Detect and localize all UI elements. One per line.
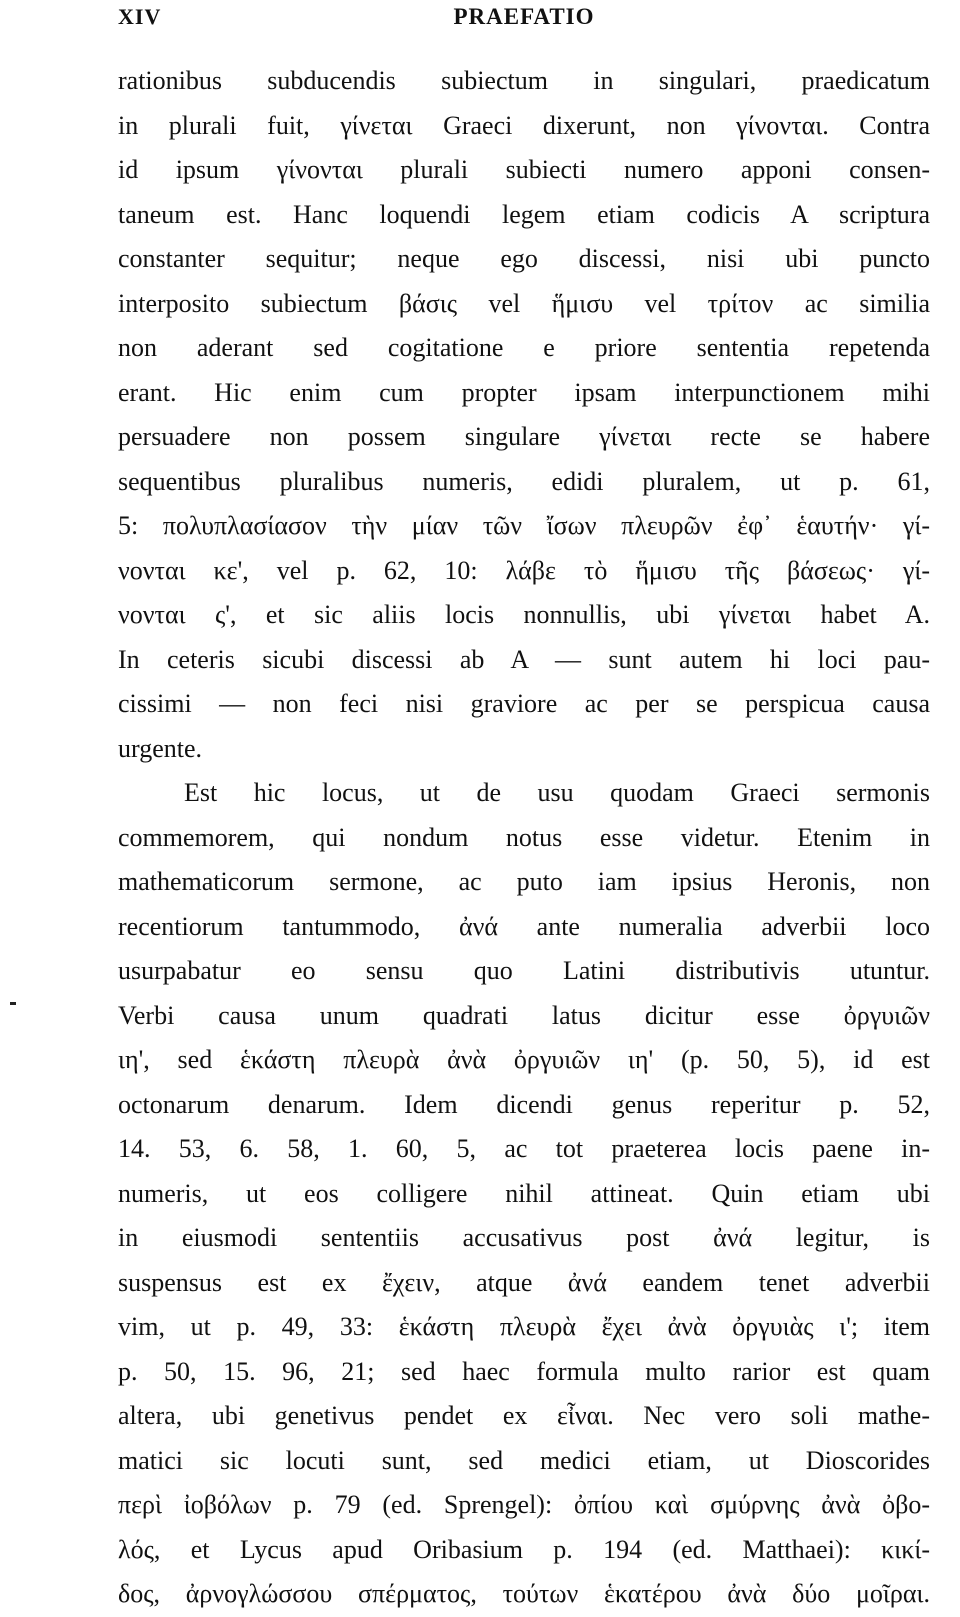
text-line: 5: πολυπλασίασον τὴν μίαν τῶν ἴσων πλευρῶν ἐφ᾽ ἑαυτήν· γί- — [118, 511, 930, 540]
running-title: PRAEFATIO — [453, 4, 595, 29]
text-line: mathematicorum sermone, ac puto iam ipsius Heronis, non — [118, 867, 930, 896]
text-line: urgente. — [118, 733, 202, 763]
text-line: numeris, ut eos colligere nihil attineat. Quin etiam ubi — [118, 1178, 930, 1208]
running-header — [118, 4, 930, 38]
text-line: usurpabatur eo sensu quo Latini distributivis utuntur. — [118, 956, 930, 985]
text-line: vim, ut p. 49, 33: ἑκάστη πλευρὰ ἔχει ἀνὰ ὀργυιὰς ι'; item — [118, 1312, 930, 1341]
margin-mark — [10, 1002, 16, 1005]
text-line: octonarum denarum. Idem dicendi genus reperitur p. 52, — [118, 1089, 930, 1119]
text-line: ιη', sed ἑκάστη πλευρὰ ἀνὰ ὀργυιῶν ιη' (p. 50, 5), id est — [118, 1045, 930, 1074]
text-line: constanter sequitur; neque ego discessi, nisi ubi puncto — [118, 244, 930, 273]
body-text — [118, 59, 930, 1617]
text-line: Verbi causa unum quadrati latus dicitur esse ὀργυιῶν — [118, 1000, 930, 1030]
page-number: XIV — [118, 4, 162, 29]
text-line: rationibus subducendis subiectum in singulari, praedicatum — [118, 66, 930, 95]
text-line: non aderant sed cogitatione e priore sententia repetenda — [118, 333, 930, 362]
text-line: sequentibus pluralibus numeris, edidi pluralem, ut p. 61, — [118, 466, 930, 496]
text-line: in plurali fuit, γίνεται Graeci dixerunt, non γίνονται. Contra — [118, 110, 930, 140]
text-line: interposito subiectum βάσις vel ἥμισυ vel τρίτον ac similia — [118, 288, 930, 318]
text-line: taneum est. Hanc loquendi legem etiam codicis A scriptura — [118, 199, 930, 229]
text-line: commemorem, qui nondum notus esse videtur. Etenim in — [118, 822, 930, 852]
text-line: persuadere non possem singulare γίνεται recte se habere — [118, 422, 930, 451]
text-line: p. 50, 15. 96, 21; sed haec formula multo rarior est quam — [118, 1356, 930, 1386]
paragraph-first-line: Est hic locus, ut de usu quodam Graeci sermonis — [184, 778, 930, 807]
text-line: altera, ubi genetivus pendet ex εἶναι. Nec vero soli mathe- — [118, 1401, 930, 1430]
text-line: νονται ς', et sic aliis locis nonnullis, ubi γίνεται habet A. — [118, 600, 930, 629]
text-line: δος, ἀρνογλώσσου σπέρματος, τούτων ἑκατέρου ἀνὰ δύο μοῖραι. — [118, 1579, 930, 1608]
text-line: περὶ ἰοβόλων p. 79 (ed. Sprengel): ὀπίου καὶ σμύρνης ἀνὰ ὀβο- — [118, 1490, 930, 1519]
text-line: cissimi — non feci nisi graviore ac per se perspicua causa — [118, 689, 930, 718]
text-line: erant. Hic enim cum propter ipsam interpunctionem mihi — [118, 377, 930, 407]
text-line: 14. 53, 6. 58, 1. 60, 5, ac tot praeterea locis paene in- — [118, 1134, 930, 1163]
text-line: id ipsum γίνονται plurali subiecti numero apponi consen- — [118, 155, 930, 184]
text-line: recentiorum tantummodo, ἀνά ante numeralia adverbii loco — [118, 911, 930, 941]
text-line: matici sic locuti sunt, sed medici etiam, ut Dioscorides — [118, 1445, 930, 1475]
text-line: in eiusmodi sententiis accusativus post ἀνά legitur, is — [118, 1223, 930, 1252]
text-line: νονται κε', vel p. 62, 10: λάβε τὸ ἥμισυ τῆς βάσεως· γί- — [118, 555, 930, 585]
text-line: suspensus est ex ἔχειν, atque ἀνά eandem tenet adverbii — [118, 1267, 930, 1297]
text-line: λός, et Lycus apud Oribasium p. 194 (ed. Matthaei): κικί- — [118, 1534, 930, 1564]
text-line: In ceteris sicubi discessi ab A — sunt autem hi loci pau- — [118, 644, 930, 674]
